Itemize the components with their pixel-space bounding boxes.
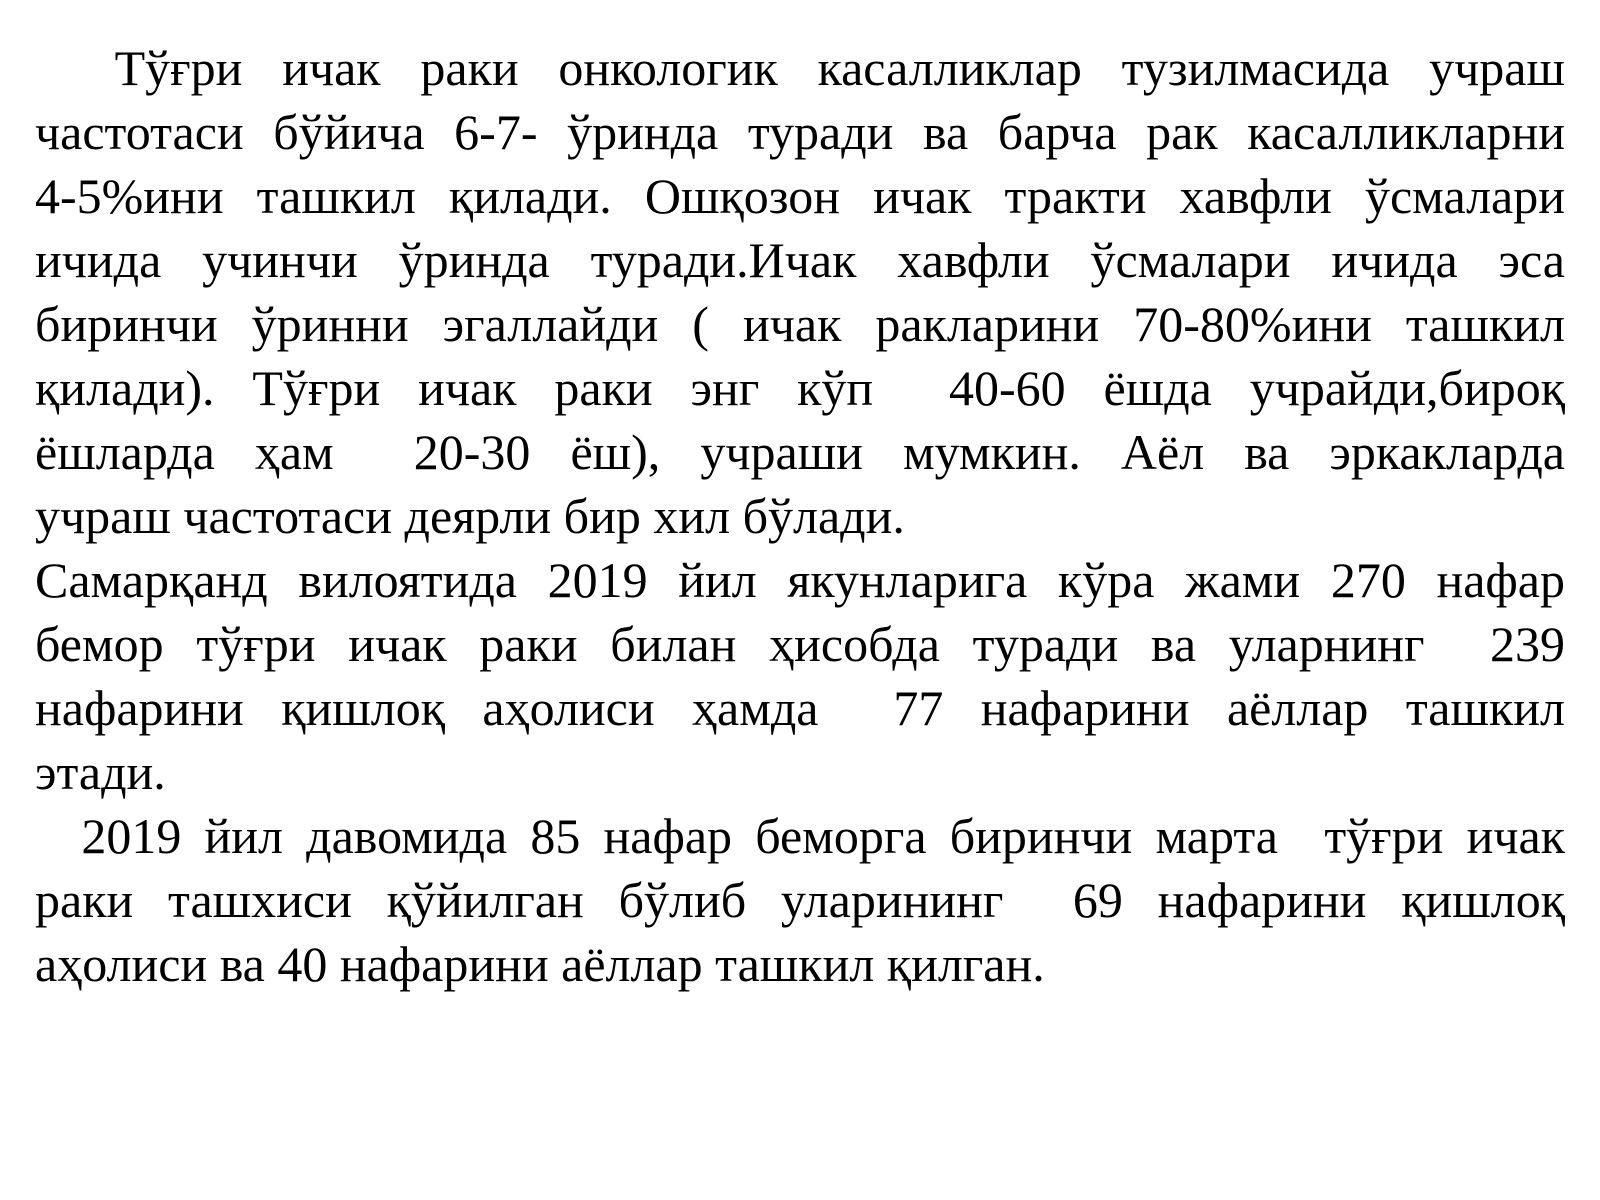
text-line: биринчи ўринни эгаллайди ( ичак ракларини 70-80%ини ташкил — [35, 296, 1565, 352]
text-line: Тўғри ичак раки онкологик касалликлар тузилмасида учраш — [35, 40, 1565, 96]
text-line: 2019 йил давомида 85 нафар беморга биринчи марта тўғри ичак — [35, 808, 1565, 864]
paragraph-2 — [35, 548, 1565, 804]
text-line: этади. — [35, 744, 166, 800]
text-line: аҳолиси ва 40 нафарини аёллар ташкил қилган. — [35, 936, 1045, 992]
text-line: ёшларда ҳам 20-30 ёш), учраши мумкин. Аёл ва эркакларда — [35, 424, 1565, 480]
text-line: раки ташхиси қўйилган бўлиб уларининг 69 нафарини қишлоқ — [35, 872, 1565, 928]
document-body — [35, 36, 1565, 996]
text-line: учраш частотаси деярли бир хил бўлади. — [35, 488, 905, 544]
paragraph-3 — [35, 804, 1565, 996]
text-line: 4-5%ини ташкил қилади. Ошқозон ичак тракти хавфли ўсмалари — [35, 168, 1565, 224]
text-line: нафарини қишлоқ аҳолиси ҳамда 77 нафарини аёллар ташкил — [35, 680, 1565, 736]
text-line: Самарқанд вилоятида 2019 йил якунларига кўра жами 270 нафар — [35, 552, 1565, 608]
text-line: частотаси бўйича 6-7- ўринда туради ва барча рак касалликларни — [35, 104, 1565, 160]
paragraph-1 — [35, 36, 1565, 548]
text-line: бемор тўғри ичак раки билан ҳисобда туради ва уларнинг 239 — [35, 616, 1565, 672]
text-line: ичида учинчи ўринда туради.Ичак хавфли ўсмалари ичида эса — [35, 232, 1565, 288]
text-line: қилади). Тўғри ичак раки энг кўп 40-60 ёшда учрайди,бироқ — [35, 360, 1565, 416]
